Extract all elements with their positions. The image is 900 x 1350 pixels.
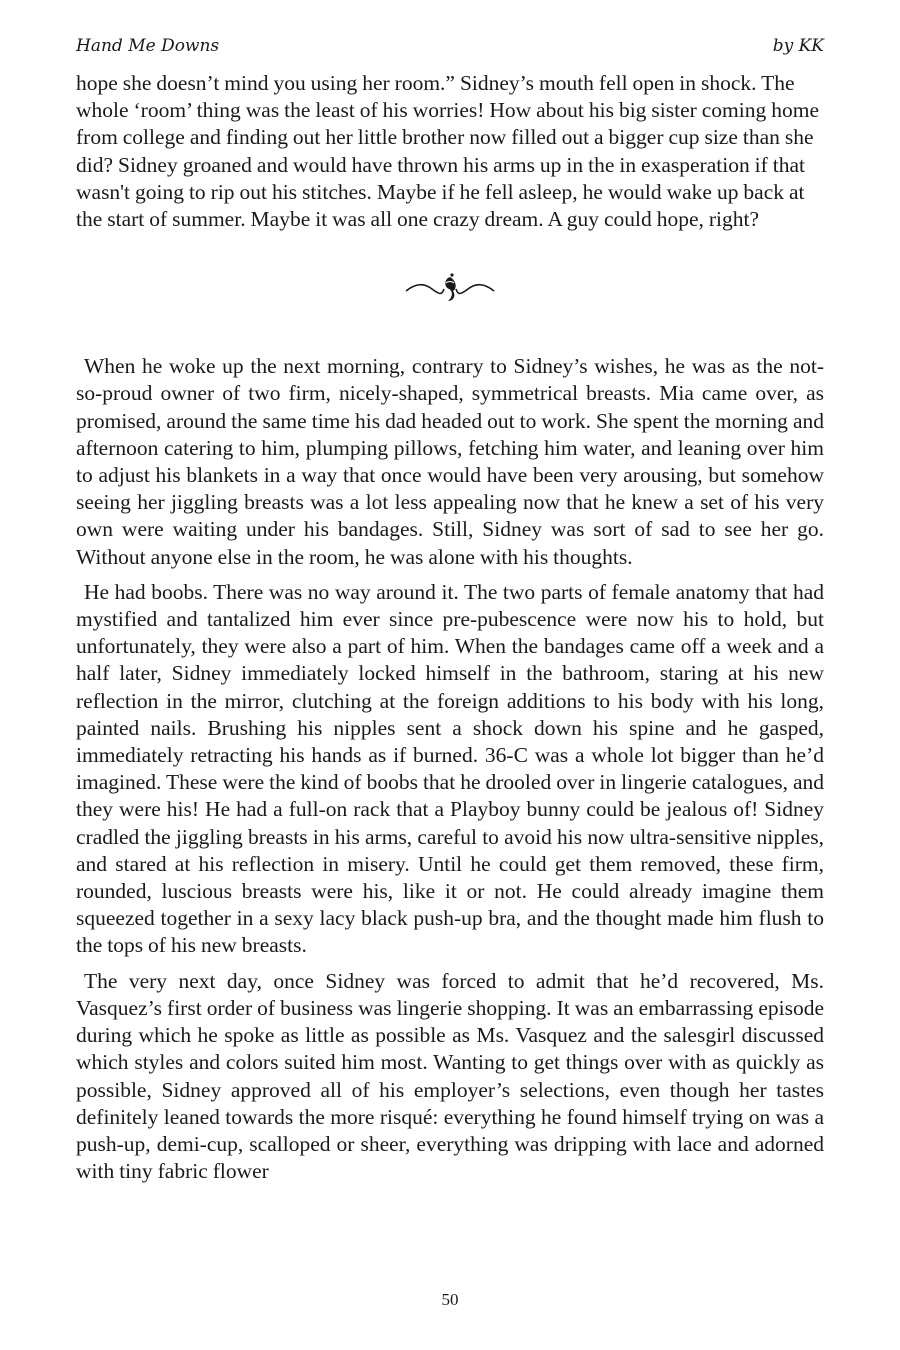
- paragraph: The very next day, once Sidney was forced to admit that he’d recovered, Ms. Vasquez’s first order of business was lingerie shopping. It was an embarrassing episode during which he spoke as little as possible as Ms. Vasquez and the salesgirl discussed which styles and colors suited him most. Wanting to get things over with as quickly as possible, Sidney approved all of his employer’s selections, even though her tastes definitely leaned towards the more risqué: everything he found himself trying on was a push-up, demi-cup, scalloped or sheer, everything was dripping with lace and adorned with tiny fabric flower: [76, 968, 824, 1184]
- body-text: [76, 70, 824, 1193]
- book-title: Hand Me Downs: [76, 36, 220, 56]
- paragraph-continued: hope she doesn’t mind you using her room.” Sidney’s mouth fell open in shock. The whole ‘room’ thing was the least of his worries! How about his big sister coming home from college and finding out her little brother now filled out a bigger cup size than she did? Sidney groaned and would have thrown his arms up in the in exasperation if that wasn't going to rip out his stitches. Maybe if he fell asleep, he would wake up back at the start of summer. Maybe it was all one crazy dream. A guy could hope, right?: [76, 71, 819, 232]
- paragraph: When he woke up the next morning, contrary to Sidney’s wishes, he was as the not-so-proud owner of two firm, nicely-shaped, symmetrical breasts. Mia came over, as promised, around the same time his dad headed out to work. She spent the morning and afternoon catering to him, plumping pillows, fetching him water, and leaning over him to adjust his blankets in a way that once would have been very arousing, but somehow seeing her jiggling breasts was a lot less appealing now that he knew a set of his very own were waiting under his bandages. Still, Sidney was sort of sad to see her go. Without anyone else in the room, he was alone with his thoughts.: [76, 354, 824, 569]
- paragraph: He had boobs. There was no way around it. The two parts of female anatomy that had mystified and tantalized him ever since pre-pubescence were now his to hold, but unfortunately, they were also a part of him. When the bandages came off a week and a half later, Sidney immediately locked himself in the bathroom, staring at his new reflection in the mirror, clutching at the foreign additions to his body with his long, painted nails. Brushing his nipples sent a shock down his spine and he gasped, immediately retracting his hands as if burned. 36-C was a whole lot bigger than he’d imagined. These were the kind of boobs that he drooled over in lingerie catalogues, and they were his! He had a full-on rack that a Playboy bunny could be jealous of! Sidney cradled the jiggling breasts in his arms, careful to avoid his now ultra-sensitive nipples, and stared at his reflection in misery. Until he could get them removed, these firm, rounded, luscious breasts were his, like it or not. He could already imagine them squeezed together in a sexy lacy black push-up bra, and the thought made him flush to the tops of his new breasts.: [76, 579, 824, 958]
- page-number: 50: [441, 1290, 459, 1309]
- section-break: [76, 259, 824, 319]
- swash-ornament-icon: [402, 269, 498, 309]
- author-credit: by KK: [772, 36, 824, 56]
